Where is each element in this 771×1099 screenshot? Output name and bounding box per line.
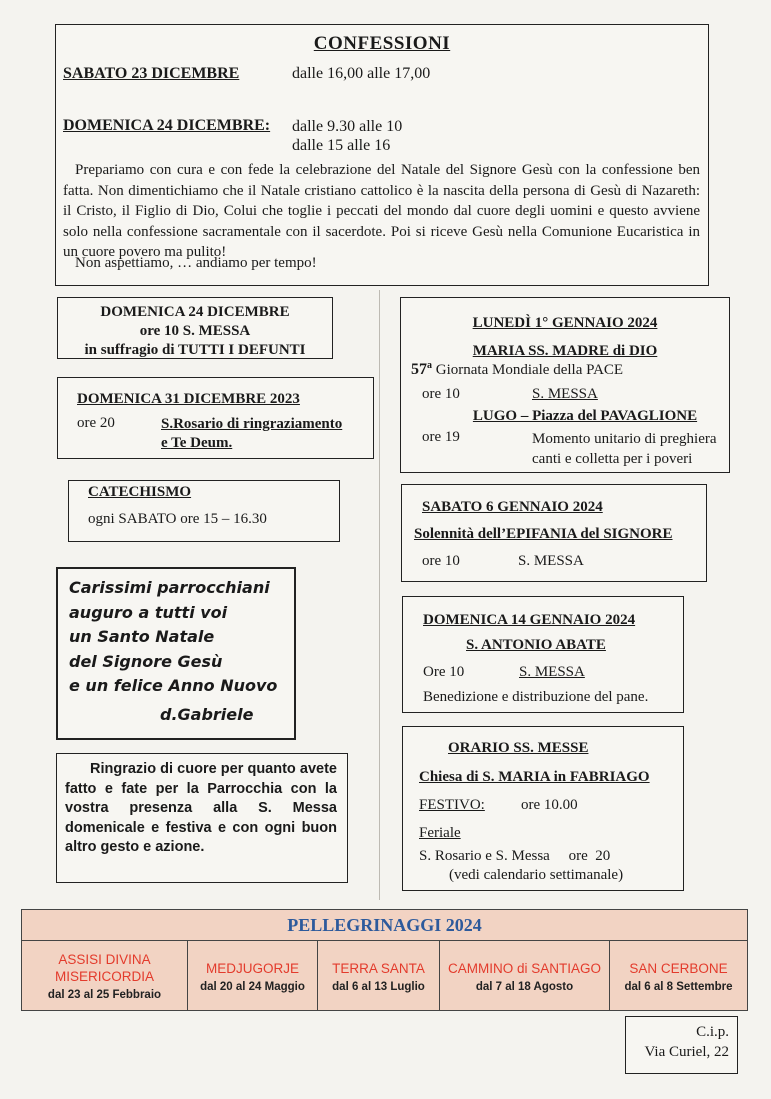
- confessioni-day2-times: [292, 117, 402, 155]
- orario-feriale-text: S. Rosario e S. Messa ore 20: [419, 848, 611, 864]
- catechismo-text: ogni SABATO ore 15 – 16.30: [88, 511, 267, 527]
- confessioni-box: [55, 24, 709, 286]
- capodanno-giornata: [411, 360, 623, 379]
- antonio-time: Ore 10: [423, 664, 465, 680]
- orario-festivo-time: ore 10.00: [521, 797, 578, 813]
- pellegrinaggio-name: ASSISI DIVINA: [58, 952, 151, 967]
- cip-line2: Via Curiel, 22: [644, 1044, 729, 1060]
- epifania-box: [401, 484, 707, 582]
- pellegrinaggio-dates: dal 7 al 18 Agosto: [475, 980, 574, 993]
- defunti-line3: in suffragio di TUTTI I DEFUNTI: [84, 342, 306, 358]
- pellegrinaggi-row: [22, 940, 747, 1011]
- pellegrinaggio-terra-santa: [318, 941, 440, 1011]
- rosario-desc1: S.Rosario di ringraziamento: [161, 416, 343, 432]
- rosario-box: [57, 377, 374, 459]
- auguri-line: Carissimi parrocchiani: [69, 578, 270, 597]
- auguri-box: [56, 567, 296, 740]
- capodanno-messa: S. MESSA: [532, 386, 598, 402]
- capodanno-header: LUNEDÌ 1° GENNAIO 2024: [472, 315, 658, 331]
- capodanno-title: MARIA SS. MADRE di DIO: [472, 343, 658, 359]
- pellegrinaggi-title: PELLEGRINAGGI 2024: [287, 915, 482, 935]
- column-divider: [379, 290, 380, 900]
- pellegrinaggio-dates: dal 20 al 24 Maggio: [200, 980, 305, 993]
- auguri-signature: d.Gabriele: [160, 705, 254, 724]
- epifania-messa: S. MESSA: [518, 553, 584, 569]
- antonio-box: [402, 596, 684, 713]
- cip-line1: C.i.p.: [696, 1024, 729, 1040]
- antonio-messa: S. MESSA: [519, 664, 585, 680]
- capodanno-lugo: LUGO – Piazza del PAVAGLIONE: [472, 408, 698, 424]
- pellegrinaggio-dates: dal 6 al 8 Settembre: [624, 980, 733, 993]
- pellegrinaggio-assisi: [22, 941, 188, 1011]
- epifania-header: SABATO 6 GENNAIO 2024: [422, 499, 603, 515]
- epifania-title: Solennità dell’EPIFANIA del SIGNORE: [414, 526, 673, 542]
- pellegrinaggi-box: [21, 909, 748, 1011]
- pellegrinaggio-name-2: MISERICORDIA: [54, 969, 154, 984]
- auguri-line: un Santo Natale: [69, 627, 215, 646]
- confessioni-closing: Non aspettiamo, … andiamo per tempo!: [75, 255, 317, 271]
- antonio-title: S. ANTONIO ABATE: [466, 637, 606, 653]
- catechismo-box: [68, 480, 340, 542]
- giornata-number: 57: [411, 361, 427, 378]
- auguri-lines: [69, 576, 277, 699]
- cip-box: [625, 1016, 738, 1074]
- confessioni-day1-label: SABATO 23 DICEMBRE: [63, 65, 240, 82]
- capodanno-time1: ore 10: [422, 386, 460, 402]
- rosario-time: ore 20: [77, 415, 115, 431]
- pellegrinaggio-santiago: [440, 941, 610, 1011]
- capodanno-desc2: [532, 429, 717, 469]
- orario-note: (vedi calendario settimanale): [449, 867, 624, 883]
- orario-chiesa: Chiesa di S. MARIA in FABRIAGO: [419, 769, 650, 785]
- confessioni-day1-time: dalle 16,00 alle 17,00: [292, 65, 431, 82]
- orario-header: ORARIO SS. MESSE: [448, 740, 589, 756]
- pellegrinaggio-name: SAN CERBONE: [629, 960, 728, 976]
- capodanno-desc2b: canti e colletta per i poveri: [532, 451, 693, 467]
- antonio-header: DOMENICA 14 GENNAIO 2024: [423, 612, 636, 628]
- pellegrinaggio-medjugorje: [188, 941, 318, 1011]
- confessioni-day2-time2: dalle 15 alle 16: [292, 137, 391, 154]
- defunti-line1: DOMENICA 24 DICEMBRE: [100, 304, 290, 320]
- capodanno-box: [400, 297, 730, 473]
- rosario-desc: [161, 415, 342, 453]
- pellegrinaggio-dates: dal 6 al 13 Luglio: [332, 980, 425, 993]
- auguri-line: auguro a tutti voi: [69, 602, 228, 622]
- pellegrinaggio-name: CAMMINO di SANTIAGO: [447, 960, 601, 976]
- rosario-header: DOMENICA 31 DICEMBRE 2023: [77, 391, 300, 407]
- capodanno-time2: ore 19: [422, 429, 460, 445]
- defunti-line2: ore 10 S. MESSA: [139, 323, 251, 339]
- confessioni-day2-label: DOMENICA 24 DICEMBRE:: [63, 117, 271, 134]
- capodanno-desc2a: Momento unitario di preghiera: [532, 431, 717, 447]
- confessioni-title: CONFESSIONI: [313, 33, 451, 54]
- pellegrinaggio-dates: dal 23 al 25 Febbraio: [47, 989, 162, 1001]
- orario-feriale-label: Feriale: [419, 825, 461, 841]
- defunti-box: [57, 297, 333, 359]
- confessioni-day2-time1: dalle 9.30 alle 10: [292, 118, 403, 135]
- ringrazio-box: [56, 753, 348, 883]
- orario-box: [402, 726, 684, 891]
- auguri-line: del Signore Gesù: [69, 651, 223, 671]
- giornata-superscript: a: [427, 360, 432, 371]
- epifania-time: ore 10: [422, 553, 460, 569]
- confessioni-paragraph: Prepariamo con cura e con fede la celebrazione del Natale del Signore Gesù con la confessione ben fatta. Non dimentichiamo che il Natale cristiano cattolico è la nascita della persona di Gesù di Nazareth: il Cristo, il Figlio di Dio, Colui che toglie i peccati del mondo dal cuore degli uomini e questo avviene solo nella confessione sacramentale con il sacerdote. Poi si riceve Gesù nella Comunione Eucaristica in un cuore povero ma pulito!: [63, 162, 700, 260]
- rosario-desc2: e Te Deum.: [161, 435, 233, 451]
- orario-festivo-label: FESTIVO:: [419, 797, 485, 813]
- antonio-desc: Benedizione e distribuzione del pane.: [423, 689, 649, 705]
- auguri-line: e un felice Anno Nuovo: [69, 676, 278, 695]
- pellegrinaggio-name: MEDJUGORJE: [205, 960, 299, 976]
- catechismo-header: CATECHISMO: [88, 484, 192, 500]
- pellegrinaggio-name: TERRA SANTA: [332, 960, 425, 976]
- ringrazio-text: Ringrazio di cuore per quanto avete fatto e fate per la Parrocchia con la vostra presenza alla S. Messa domenicale e festiva e con ogni buon altro gesto e azione.: [65, 761, 337, 855]
- giornata-text: Giornata Mondiale della PACE: [432, 362, 624, 378]
- pellegrinaggio-san-cerbone: [610, 941, 747, 1011]
